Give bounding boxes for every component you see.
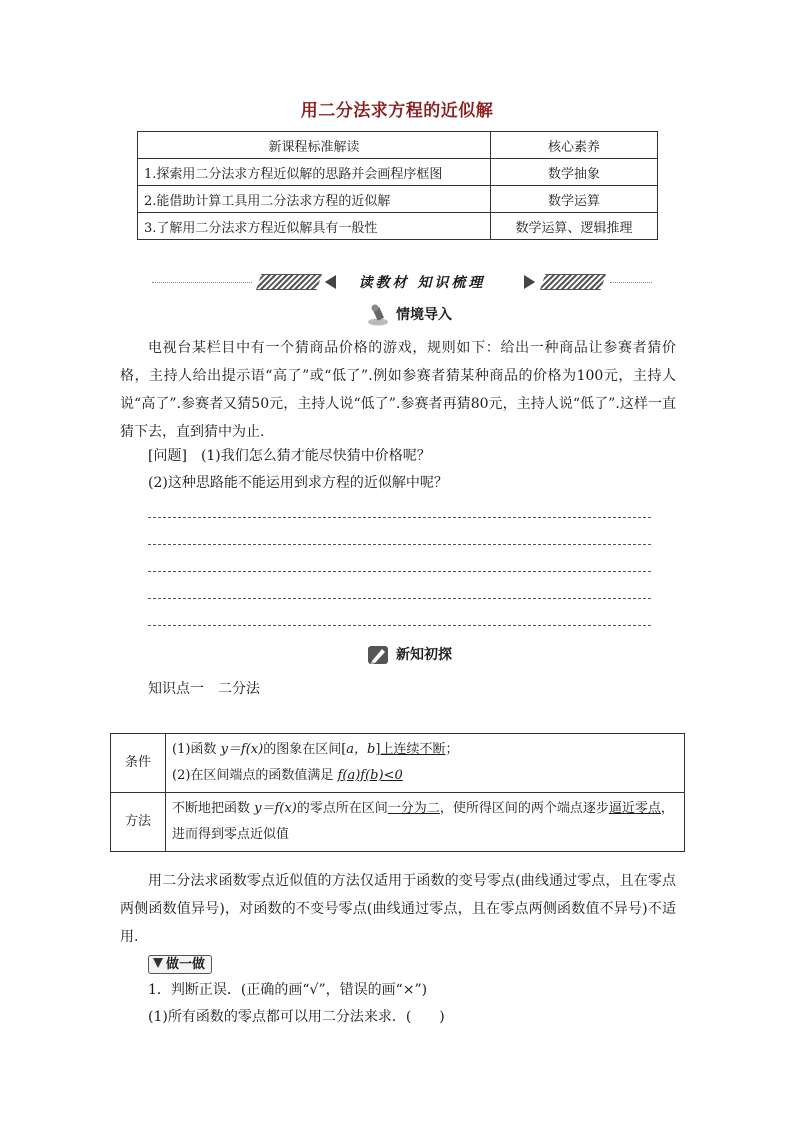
table-row — [111, 793, 685, 852]
arrow-right-icon — [524, 275, 538, 289]
section-title-intro: 情境导入 — [396, 307, 452, 323]
standard-cell: 1.探索用二分法求方程近似解的思路并会画程序框图 — [138, 159, 491, 186]
standards-table — [137, 131, 658, 240]
banner-text: 读教材 知识梳理 — [358, 275, 486, 291]
cond1-tail: ； — [445, 742, 459, 757]
question-label: [问题] — [148, 448, 187, 464]
question-2: (2)这种思路能不能运用到求方程的近似解中呢？ — [148, 475, 448, 491]
condition-cell — [166, 734, 685, 793]
standard-cell: 2.能借助计算工具用二分法求方程的近似解 — [138, 186, 491, 213]
table-row — [138, 186, 658, 213]
note-paragraph: 用二分法求函数零点近似值的方法仅适用于函数的变号零点(曲线通过零点，且在零点两侧函数值异号)，对函数的不变号零点(曲线通过零点，且在零点两侧函数值不异号)不适用. — [120, 873, 676, 945]
knowledge-point-title: 知识点一 二分法 — [148, 681, 260, 697]
method-tail: ，进而得到零点近似值 — [172, 801, 674, 842]
method-label: 方法 — [111, 793, 166, 852]
banner-stripe-right — [540, 274, 606, 290]
section-heading-intro — [366, 304, 452, 326]
question-1-text: (1)我们怎么猜才能尽快猜中价格呢？ — [200, 448, 431, 464]
method-text-mid2: ，使所得区间的两个端点逐步 — [439, 801, 609, 816]
answer-line — [148, 598, 651, 599]
cond1-text-mid: 的图象在区间[ — [263, 742, 347, 757]
table-row — [111, 734, 685, 793]
method-underlined-1: 一分为二 — [387, 801, 440, 816]
tack-icon — [366, 304, 390, 326]
table-row — [138, 213, 658, 240]
method-text-mid: 的零点所在区间 — [296, 801, 388, 816]
header-literacy: 核心素养 — [491, 132, 658, 159]
header-standard: 新课程标准解读 — [138, 132, 491, 159]
section-banner — [152, 272, 652, 294]
practice-item-1-1: (1)所有函数的零点都可以用二分法来求．( ) — [148, 1009, 445, 1025]
practice-item-1: 1．判断正误．(正确的画“√”，错误的画“×”) — [148, 982, 428, 998]
answer-line — [148, 544, 651, 545]
pen-icon — [366, 644, 390, 666]
table-header-row — [138, 132, 658, 159]
question-1 — [148, 446, 431, 466]
practice-badge-label: 做一做 — [166, 957, 206, 972]
banner-dotted-line-left — [152, 282, 252, 283]
scenario-paragraph: 电视台某栏目中有一个猜商品价格的游戏，规则如下：给出一种商品让参赛者猜价格，主持人给出提示语“高了”或“低了”.例如参赛者猜某种商品的价格为100元，主持人说“高了”.参赛者又猜50元，主持人说“低了”.参赛者再猜80元，主持人说“低了”.这样一直猜下去，直到猜中为止. — [120, 340, 676, 440]
literacy-cell: 数学运算、逻辑推理 — [491, 213, 658, 240]
method-text: 不断地把函数 — [172, 801, 255, 816]
cond1-underlined: 上连续不断 — [380, 742, 446, 757]
cond1-function: y＝f(x) — [220, 742, 264, 757]
condition-label: 条件 — [111, 734, 166, 793]
answer-line — [148, 625, 651, 626]
banner-dotted-line-right — [610, 282, 652, 283]
standard-cell: 3.了解用二分法求方程近似解具有一般性 — [138, 213, 491, 240]
section-heading-new — [366, 644, 452, 666]
answer-line — [148, 571, 651, 572]
method-function: y＝f(x) — [254, 801, 297, 816]
answer-line — [148, 517, 651, 518]
cond1-interval: a，b — [346, 742, 376, 757]
method-underlined-2: 逼近零点 — [608, 801, 661, 816]
literacy-cell: 数学抽象 — [491, 159, 658, 186]
method-cell — [166, 793, 685, 852]
cond1-text: (1)函数 — [172, 742, 221, 757]
triangle-down-icon — [153, 958, 163, 968]
page-title: 用二分法求方程的近似解 — [300, 101, 494, 121]
section-title-new: 新知初探 — [396, 647, 452, 663]
cond2-expression: f(a)f(b)<0 — [337, 768, 403, 783]
knowledge-table — [110, 733, 685, 852]
banner-stripe-left — [256, 274, 322, 290]
condition-1 — [172, 737, 678, 763]
cond2-text: (2)在区间端点的函数值满足 — [172, 768, 338, 783]
condition-2 — [172, 763, 678, 789]
table-row — [138, 159, 658, 186]
practice-badge — [148, 955, 212, 974]
arrow-left-icon — [322, 275, 336, 289]
literacy-cell: 数学运算 — [491, 186, 658, 213]
cond1-bracket: ] — [375, 742, 381, 757]
